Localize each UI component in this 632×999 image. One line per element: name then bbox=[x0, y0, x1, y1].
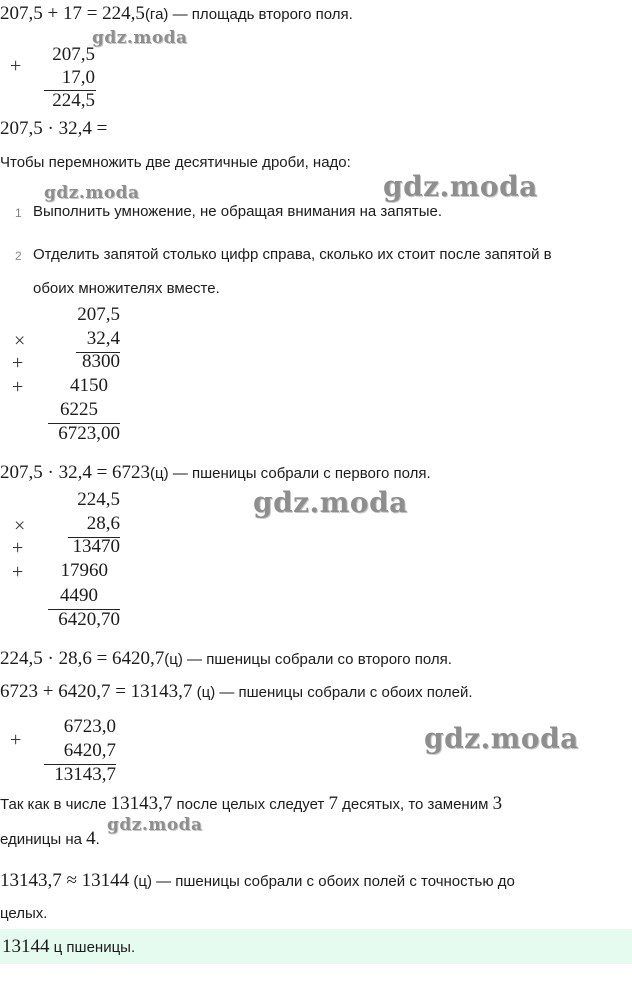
explanation-number: 13143,7 bbox=[110, 793, 173, 814]
list-item-2-line-1: Отделить запятой столько цифр справа, сколько их стоит после запятой в bbox=[33, 246, 552, 263]
equation-line-5 bbox=[0, 681, 473, 703]
plus-operator: + bbox=[12, 561, 24, 583]
answer-text: ц пшеницы. bbox=[49, 939, 136, 956]
watermark: gdz.moda bbox=[107, 815, 203, 835]
sum-result: 224,5 bbox=[52, 90, 95, 111]
equation-line-1 bbox=[0, 3, 353, 25]
equation-text: — площадь второго поля. bbox=[168, 6, 353, 23]
explanation-text: . bbox=[95, 831, 100, 848]
unit: (ц) bbox=[129, 873, 152, 890]
explanation-text: десятых, то заменим bbox=[337, 796, 493, 813]
equation-expr: 224,5 · 28,6 = 6420,7 bbox=[0, 648, 165, 669]
explanation-number: 7 bbox=[328, 793, 338, 814]
explanation-number: 4 bbox=[86, 828, 96, 849]
equation-text: — пшеницы собрали с первого поля. bbox=[168, 465, 431, 482]
equation-line-6-cont: целых. bbox=[0, 905, 48, 922]
product-result: 6723,00 bbox=[58, 423, 120, 444]
explanation-line-1 bbox=[0, 793, 502, 815]
factor-1: 207,5 bbox=[77, 304, 120, 325]
equation-text: — пшеницы собрали со второго поля. bbox=[182, 651, 452, 668]
sum-result: 13143,7 bbox=[54, 764, 116, 785]
watermark: gdz.moda bbox=[253, 486, 408, 519]
times-operator: × bbox=[14, 515, 26, 537]
explanation-text: после целых следует bbox=[172, 796, 329, 813]
explanation-text: единицы на bbox=[0, 831, 87, 848]
explanation-line-2 bbox=[0, 828, 100, 850]
explanation-text: Так как в числе bbox=[0, 796, 111, 813]
addend-2: 6420,7 bbox=[63, 740, 116, 761]
equation-expr: 207,5 · 32,4 = bbox=[0, 118, 108, 139]
equation-expr: 6723 + 6420,7 = 13143,7 bbox=[0, 681, 193, 702]
plus-operator: + bbox=[10, 55, 22, 77]
plus-operator: + bbox=[12, 352, 24, 374]
list-number-2: 2 bbox=[15, 249, 22, 263]
equation-line-6 bbox=[0, 870, 515, 892]
unit: (ц) bbox=[192, 684, 216, 701]
list-item-1: Выполнить умножение, не обращая внимания на запятые. bbox=[33, 203, 443, 220]
partial-product-3: 6225 bbox=[60, 399, 98, 420]
unit: (ц) bbox=[164, 651, 183, 668]
addend-1: 6723,0 bbox=[63, 716, 116, 737]
factor-2: 28,6 bbox=[86, 513, 120, 534]
addend-1: 207,5 bbox=[52, 44, 95, 65]
partial-product-3: 4490 bbox=[60, 585, 98, 606]
equation-line-2 bbox=[0, 118, 107, 140]
plus-operator: + bbox=[12, 376, 24, 398]
equation-expr: 207,5 + 17 = 224,5 bbox=[0, 3, 145, 24]
equation-line-4 bbox=[0, 648, 452, 670]
plus-operator: + bbox=[12, 537, 24, 559]
product-result: 6420,70 bbox=[58, 609, 120, 630]
addend-2: 17,0 bbox=[61, 67, 95, 88]
equation-expr: 207,5 · 32,4 = 6723 bbox=[0, 462, 151, 483]
plus-operator: + bbox=[10, 729, 22, 751]
watermark: gdz.moda bbox=[383, 170, 538, 203]
partial-product-1: 8300 bbox=[82, 351, 120, 372]
equation-line-3 bbox=[0, 462, 431, 484]
answer-content bbox=[2, 936, 135, 958]
times-operator: × bbox=[14, 330, 26, 352]
equation-expr: 13143,7 ≈ 13144 bbox=[0, 870, 130, 891]
factor-1: 224,5 bbox=[77, 489, 120, 510]
partial-product-2: 4150 bbox=[70, 375, 108, 396]
partial-product-1: 13470 bbox=[72, 536, 120, 557]
list-number-1: 1 bbox=[15, 206, 22, 220]
partial-product-2: 17960 bbox=[60, 560, 108, 581]
equation-text: — пшеницы собрали с обоих полей с точностью до bbox=[151, 873, 515, 890]
equation-text: — пшеницы собрали с обоих полей. bbox=[215, 684, 473, 701]
answer-number: 13144 bbox=[2, 936, 50, 957]
watermark: gdz.moda bbox=[424, 722, 579, 755]
list-item-2-line-2: обоих множителях вместе. bbox=[33, 280, 220, 297]
watermark: gdz.moda bbox=[92, 28, 188, 48]
watermark: gdz.moda bbox=[44, 183, 140, 203]
explanation-number: 3 bbox=[492, 793, 503, 814]
unit: (га) bbox=[144, 6, 169, 23]
rule-intro: Чтобы перемножить две десятичные дроби, надо: bbox=[0, 154, 351, 171]
answer-box bbox=[0, 929, 632, 964]
unit: (ц) bbox=[150, 465, 169, 482]
factor-2: 32,4 bbox=[86, 328, 120, 349]
